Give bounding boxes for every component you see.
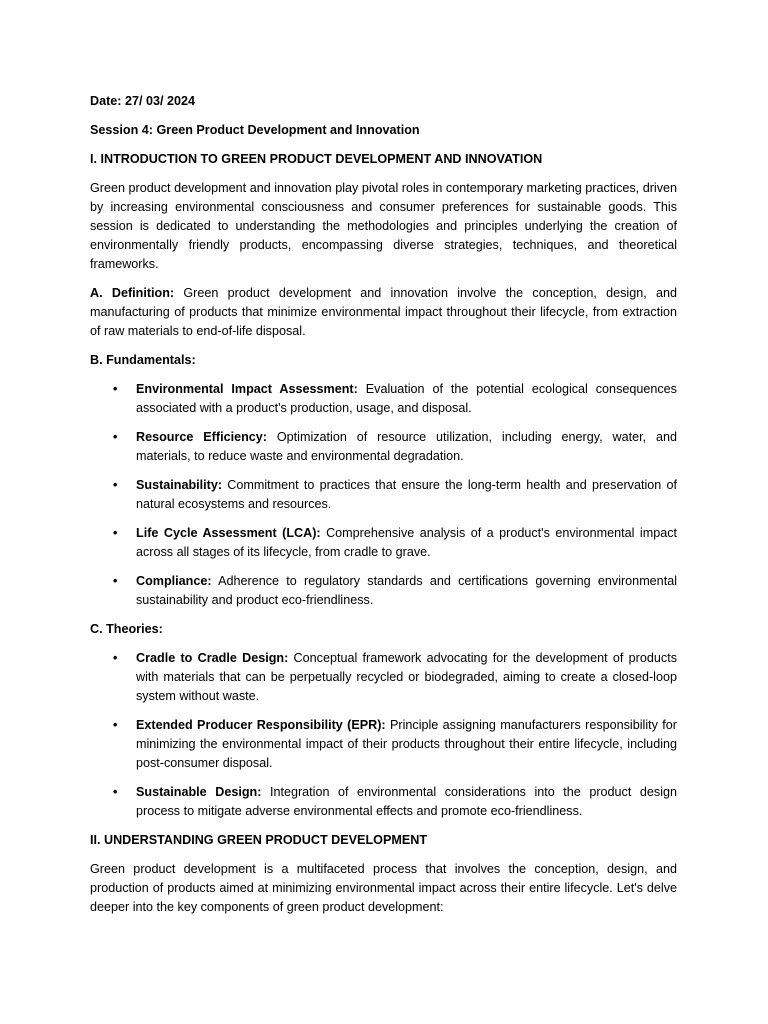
- theories-list: [90, 649, 677, 821]
- list-item-term: Life Cycle Assessment (LCA):: [136, 526, 321, 540]
- definition-label: A. Definition:: [90, 286, 175, 300]
- theories-heading: C. Theories:: [90, 622, 163, 636]
- section-1-intro: Green product development and innovation play pivotal roles in contemporary marketing practices, driven by increasing environmental consciousness and consumer preferences for sustainable goods. This session is dedicated to understanding the methodologies and principles underlying the creation of environmentally friendly products, encompassing diverse strategies, techniques, and theoretical frameworks.: [90, 181, 677, 271]
- list-item-term: Compliance:: [136, 574, 212, 588]
- bullet-icon: •: [113, 718, 118, 732]
- list-item: [90, 783, 677, 821]
- session-title: Session 4: Green Product Development and Innovation: [90, 123, 420, 137]
- list-item: [90, 524, 677, 562]
- list-item-text: Adherence to regulatory standards and certifications governing environmental sustainability and product eco-friendliness.: [136, 574, 677, 607]
- list-item-term: Sustainability:: [136, 478, 223, 492]
- section-1-heading: I. INTRODUCTION TO GREEN PRODUCT DEVELOPMENT AND INNOVATION: [90, 152, 543, 166]
- bullet-icon: •: [113, 574, 118, 588]
- bullet-icon: •: [113, 478, 118, 492]
- bullet-icon: •: [113, 651, 118, 665]
- date-line: Date: 27/ 03/ 2024: [90, 94, 196, 108]
- list-item: [90, 649, 677, 706]
- section-2-intro: Green product development is a multifaceted process that involves the conception, design, and production of products aimed at minimizing environmental impact across their entire lifecycle. Let's delve deeper into the key components of green product development:: [90, 862, 677, 914]
- list-item: [90, 476, 677, 514]
- list-item-term: Sustainable Design:: [136, 785, 262, 799]
- list-item: [90, 572, 677, 610]
- list-item-text: Optimization of resource utilization, including energy, water, and materials, to reduce waste and environmental degradation.: [136, 430, 677, 463]
- list-item-term: Extended Producer Responsibility (EPR):: [136, 718, 386, 732]
- bullet-icon: •: [113, 785, 118, 799]
- fundamentals-list: [90, 380, 677, 610]
- list-item-text: Comprehensive analysis of a product's environmental impact across all stages of its lifecycle, from cradle to grave.: [136, 526, 677, 559]
- list-item-term: Environmental Impact Assessment:: [136, 382, 358, 396]
- list-item-text: Conceptual framework advocating for the development of products with materials that can be perpetually recycled or biodegraded, aiming to create a closed-loop system without waste.: [136, 651, 677, 703]
- list-item-text: Commitment to practices that ensure the long-term health and preservation of natural ecosystems and resources.: [136, 478, 677, 511]
- list-item-text: Evaluation of the potential ecological consequences associated with a product's production, usage, and disposal.: [136, 382, 677, 415]
- bullet-icon: •: [113, 526, 118, 540]
- list-item: [90, 380, 677, 418]
- list-item-text: Principle assigning manufacturers responsibility for minimizing the environmental impact of their products throughout their entire lifecycle, including post-consumer disposal.: [136, 718, 677, 770]
- fundamentals-heading: B. Fundamentals:: [90, 353, 196, 367]
- list-item: [90, 716, 677, 773]
- list-item: [90, 428, 677, 466]
- section-2-heading: II. UNDERSTANDING GREEN PRODUCT DEVELOPMENT: [90, 833, 428, 847]
- bullet-icon: •: [113, 382, 118, 396]
- document-page: [90, 92, 677, 927]
- list-item-term: Resource Efficiency:: [136, 430, 267, 444]
- list-item-text: Integration of environmental considerations into the product design process to mitigate adverse environmental effects and promote eco-friendliness.: [136, 785, 678, 818]
- definition-paragraph: [90, 284, 677, 341]
- list-item-term: Cradle to Cradle Design:: [136, 651, 289, 665]
- definition-text: Green product development and innovation involve the conception, design, and manufacturing of products that minimize environmental impact throughout their lifecycle, from extraction of raw materials to end-of-life disposal.: [90, 286, 677, 338]
- bullet-icon: •: [113, 430, 118, 444]
